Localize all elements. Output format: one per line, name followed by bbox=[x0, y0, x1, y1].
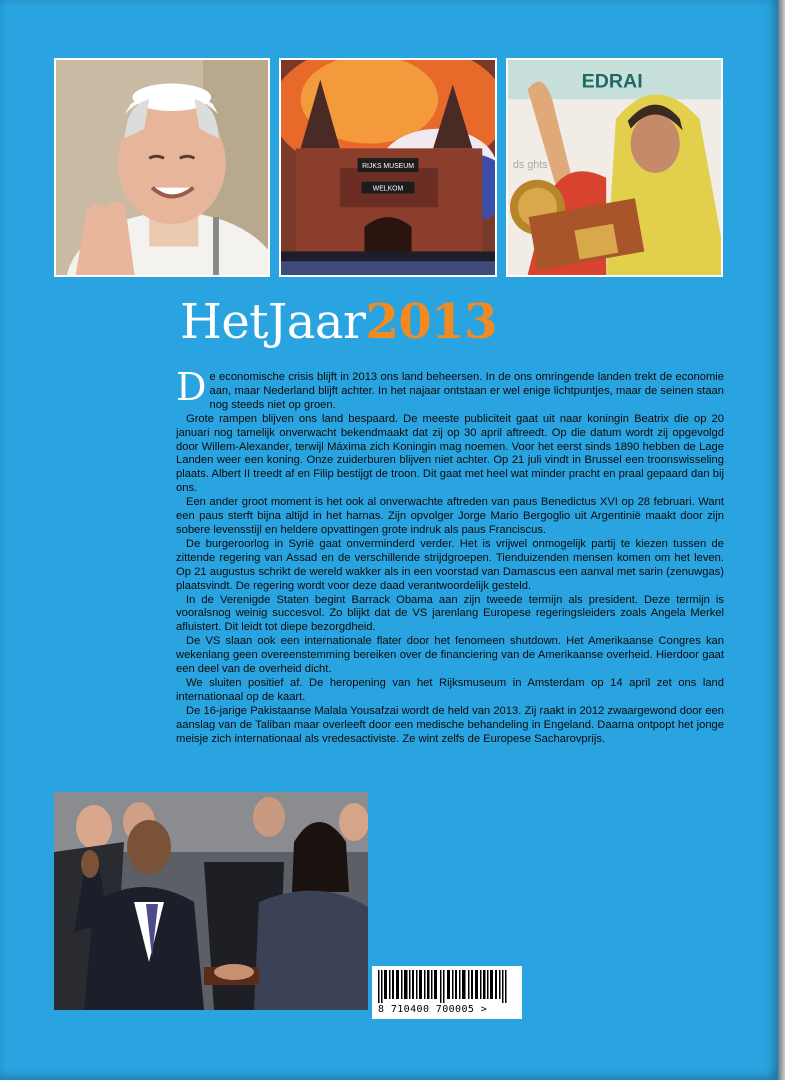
paragraph-rijksmuseum: We sluiten positief af. De heropening van het Rijksmuseum in Amsterdam op 14 april zet ons land internationaal op de kaart. bbox=[176, 676, 724, 703]
dropcap: D bbox=[176, 365, 207, 409]
rijksmuseum-reopening-photo bbox=[279, 58, 497, 277]
title-main: HetJaar bbox=[180, 294, 366, 350]
barcode-bars bbox=[378, 970, 516, 1003]
summary-text bbox=[176, 365, 724, 746]
paragraph-text: e economische crisis blijft in 2013 ons land beheersen. In de ons omringende landen trekt de economie aan, maar Nederland blijft achter. In het najaar ontstaan er wel enige lichtpuntjes, maar de seinen staan nog steeds niet op groen. bbox=[209, 371, 724, 411]
paragraph-intro bbox=[176, 365, 724, 413]
paragraph-malala: De 16-jarige Pakistaanse Malala Yousafzai wordt de held van 2013. Zij raakt in 2012 zwaargewond door een aanslag van de Taliban maar overleeft door een medische behandeling in Engeland. Daarna ontpopt het jonge meisje zich internationaal als vredesactiviste. Ze wint zelfs de Europese Sacharovprijs. bbox=[176, 704, 724, 745]
book-title bbox=[180, 288, 497, 356]
title-year: 2013 bbox=[365, 294, 498, 350]
malala-award-photo bbox=[506, 58, 723, 277]
malala-sign-text: ds ghts bbox=[512, 158, 548, 171]
barcode bbox=[372, 966, 522, 1019]
paragraph-syria: De burgeroorlog in Syrië gaat onverminderd verder. Het is vrijwel onmogelijk partij te kiezen tussen de zittende regering van Assad en de verschillende strijdgroepen. Tienduizenden mensen komen om het leven. Op 21 augustus schrikt de wereld wakker als in een voorstad van Damascus een aanval met sarin (zenuwgas) plaatsvindt. De regering wordt voor deze daad verantwoordelijk gesteld. bbox=[176, 537, 724, 592]
paragraph-pope: Een ander groot moment is het ook al onverwachte aftreden van paus Benedictus XVI op 28 februari. Want een paus sterft bijna altijd in het harnas. Zijn opvolger Jorge Mario Bergoglio uit Argentinië maakt door zijn sobere levensstijl en heldere opvattingen grote indruk als paus Franciscus. bbox=[176, 496, 724, 536]
paragraph-royals: Grote rampen blijven ons land bespaard. De meeste publiciteit gaat uit naar koningin Beatrix die op 20 januari nog tamelijk onverwacht bekendmaakt dat zij op 30 april aftreedt. Op die datum wordt zij opgevolgd door Willem-Alexander, terwijl Máxima zich Koningin mag noemen. Voor het eerst sinds 1890 hebben de Lage Landen weer een koning. Onze zuiderburen blijven niet achter. Op 21 juli vindt in Brussel een troonswisseling plaats. Albert II treedt af en Filip bestijgt de troon. Dit gaat met heel wat minder pracht en praal gepaard dan bij ons. bbox=[176, 412, 724, 495]
paragraph-shutdown: De VS slaan ook een internationale flater door het fenomeen shutdown. Het Amerikaanse Congres kan wekenlang geen overeenstemming bereiken over de financiering van de Amerikaanse overheid. Hierdoor gaat een deel van de overheid dicht. bbox=[176, 635, 724, 676]
obama-inauguration-photo bbox=[54, 792, 368, 1010]
paragraph-obama: In de Verenigde Staten begint Barrack Obama aan zijn tweede termijn als president. Deze termijn is vooralsnog weinig succesvol. Zo blijkt dat de VS jarenlang Europese regeringsleiders zoals Angela Merkel afluistert. Dit leidt tot diepe bezorgdheid. bbox=[176, 593, 724, 634]
cover-edge bbox=[778, 0, 785, 1080]
pope-francis-photo bbox=[54, 58, 270, 277]
malala-banner-text: EDRAI bbox=[581, 70, 643, 93]
rijks-sign-line2: WELKOM bbox=[372, 185, 404, 193]
barcode-digits: 8 710400 700005 > bbox=[378, 1004, 488, 1015]
rijks-sign-line1: RIJKS MUSEUM bbox=[362, 162, 414, 170]
